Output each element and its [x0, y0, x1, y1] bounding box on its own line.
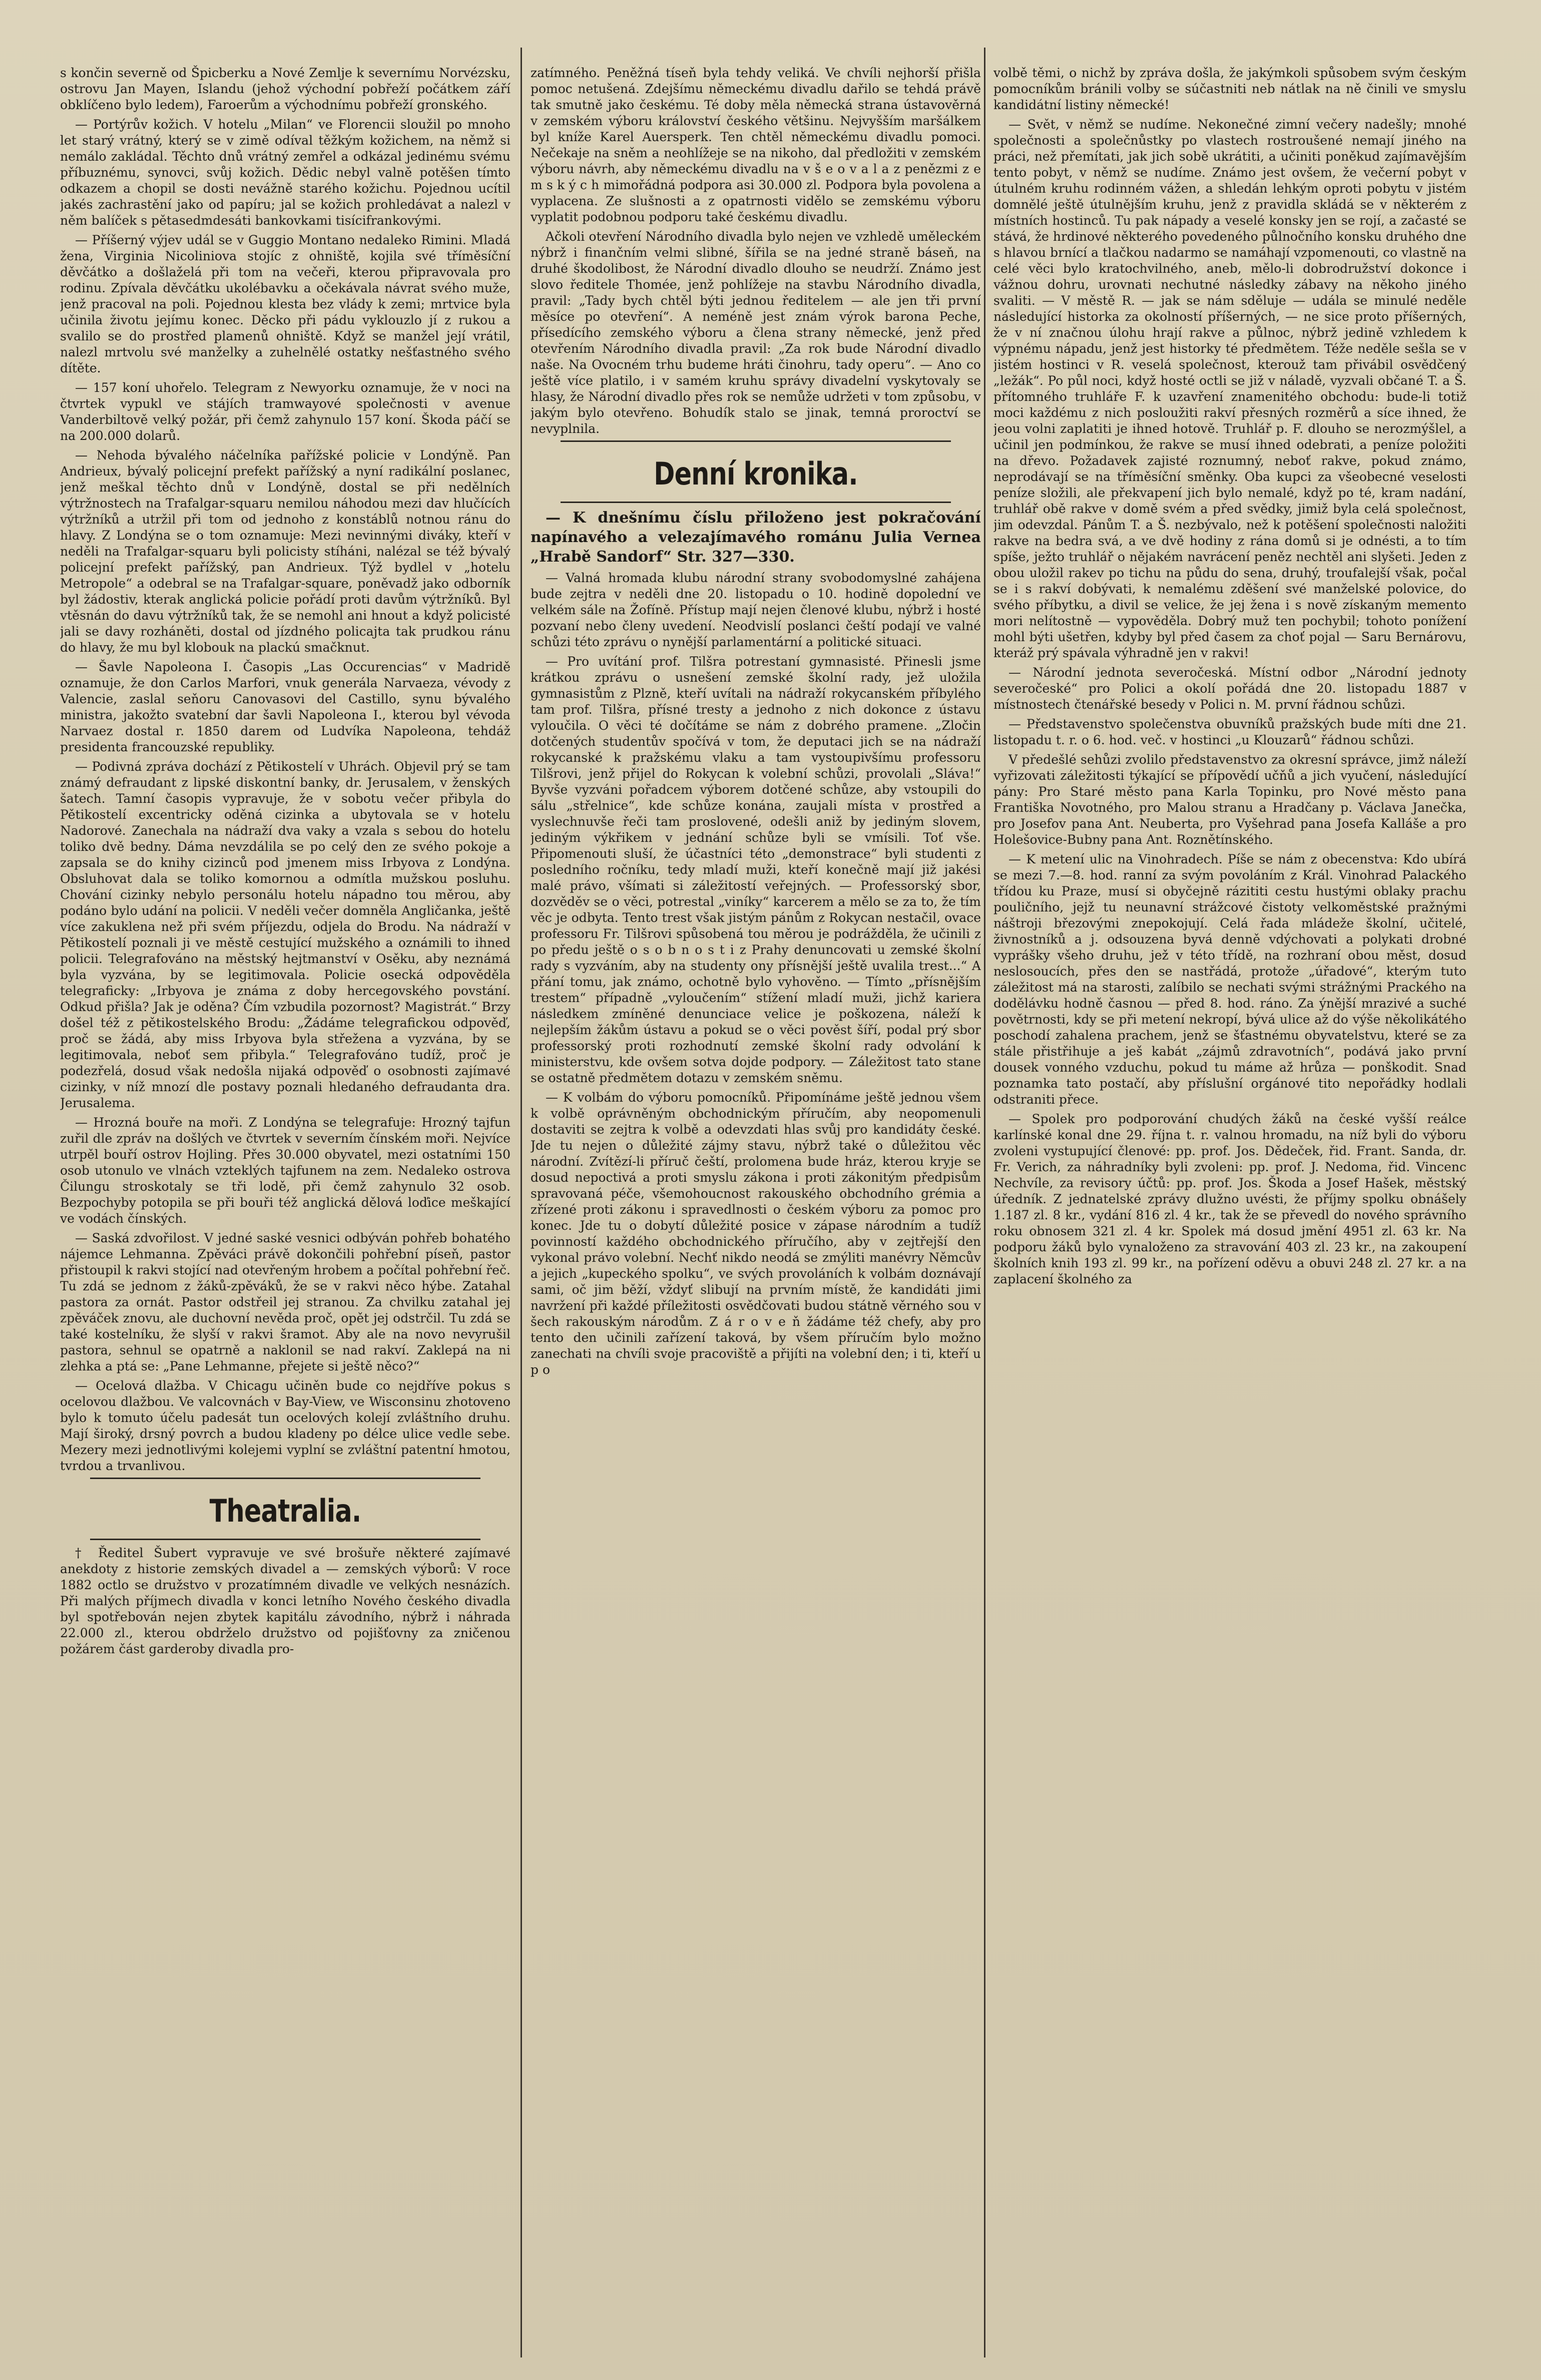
- news-item: — Svět, v němž se nudíme. Nekonečné zimní večery nadešly; mnohé společnosti a společnůstky po vlastech rostroušené nemají jiného na práci, než přemítati, jak jich sobě ukrátiti, a učiniti poněkud zajímavějším tento pobyt, v němž se nudíme. Známo jest ovšem, že večerní pobyt v útulném kruhu rodinném vážen, a shledán lehkým oproti pobytu v jistém domnělé ještě útulnějším kruhu, jenž z pravidla skládá se v některém z místních hostinců. Tu pak nápady a veselé konsky jen se rojí, a začasté se stává, že hrdinové některého povedeného půlnočního konsku druhého dne s hlavou brnící a tlačkou nadarmo se namáhají vzpomenouti, co vlastně na celé věci bylo kratochvilného, aneb, mělo-li dobrodružství dokonce i vážnou dohru, urovnati nechutné následky zábavy na někoho jiného svaliti. — V městě R. — jak se nám sděluje — udála se minulé neděle následující historka za okolností příšerných, — ne sice proto příšerných, že v ní značnou úlohu hrají rakve a půlnoc, nýbrž jedině vzhledem k výpnému nápadu, jenž jest historky té předmětem. Téže neděle sešla se v jistém hostinci v R. veselá společnost, kterouž tam přivábil osvědčený „ležák“. Po půl noci, když hosté octli se již v náladě, vyzvali občané T. a Š. přítomného truhláře F. k uzavření znamenitého obchodu: bude-li totiž moci každému z nich posloužiti rakví přesných rozměrů a síce ihned, že jeou volni zaplatiti je ihned hotově. Truhlář p. F. dlouho se nerozmýšlel, a učinil jen podmínkou, že rakve se musí ihned odebrati, a peníze položiti na dřevo. Požadavek zajisté roznumný, neboť rakve, pokud známo, neprodávají se na tříměsíční směnky. Oba kupci za všeobecné veselosti peníze složili, ale překvapení jich bylo nemalé, když po té, kram nadání, truhlář obě rakve v domě svém a před svědky, jimiž byla celá společnost, jim odevzdal. Pánům T. a Š. nezbývalo, než k potěšení společnosti naložiti rakve na bedra svá, a ve dvě hodiny z rána domů si je odnésti, a to tím spíše, ježto truhlář o nějakém navrácení peněz nechtěl ani slyšeti. Jeden z obou uložil rakev po tichu na půdu do sena, druhý, troufalejší však, počal se i s rakví dobývati, k nemalému zděšení své manželské polovice, do svého příbytku, a divil se velice, že jej žena i s nově získaným memento mori nelítostně — vypověděla. Dobrý muž ten pochybil; tohoto ponížení mohl býti ušetřen, kdyby byl před časem za choť pojal — Saru Bernárovu, kteráž prý spávala výhradně jen v rakvi!: [993, 117, 1466, 660]
- news-item: — Podivná zpráva dochází z Pětikostelí v Uhrách. Objevil prý se tam známý defraudant z lipské diskontní banky, dr. Jerusalem, v ženských šatech. Tamní časopis vypravuje, že v sobotu večer přibyla do Pětikostelí excentricky oděná cizinka a ubytovala se v hotelu Nadorové. Zanechala na nádraží dva vaky a vzala s sebou do hotelu toliko dvě bedny. Dáma nevzdálila se po celý den ze svého pokoje a zapsala se do knihy cizinců pod jmenem miss Irbyova z Londýna. Obsluhovat dala se toliko komornou a odmítla mužskou posluhu. Chování cizinky nebylo personálu hotelu nápadno tou měrou, aby podáno bylo udání na policii. V neděli večer domněla Angličanka, ještě více zakuklena než při svém příjezdu, odjela do Brodu. Na nádraží v Pětikostelí poznali ji ve městě cestující mužského a oznámili to ihned policii. Telegrafováno na městský hejtmanství v Osěku, aby neznámá byla vyzvána, by se legitimovala. Policie osecká odpověděla telegraficky: „Irbyova je známa z doby hercegovského povstání. Odkud přišla? Jak je oděna? Čím vzbudila pozornost? Magistrát.“ Brzy došel též z pětikostelského Brodu: „Žádáme telegrafickou odpověď, proč se žádá, aby miss Irbyova byla střežena a vyzvána, by se legitimovala, neboť sem přibyla.“ Telegrafováno tudíž, proč je podezřelá, dosud však nedošla nijaká odpověď o osobnosti zajímavé cizinky, v níž mnozí dle postavy poznali hledaného defraudanta dra. Jerusalema.: [60, 759, 510, 1110]
- section-divider: [561, 502, 951, 503]
- column-divider-2: [984, 48, 985, 2357]
- supplement-notice: — K dnešnímu číslu přiloženo jest pokračování napínavého a velezajímavého románu Julia Vernea „Hrabě Sandorf“ Str. 327—330.: [531, 509, 981, 566]
- news-item: — Příšerný výjev udál se v Guggio Montano nedaleko Rimini. Mladá žena, Virginia Nicoliniova stojíc z ohniště, kojila své tříměsíční děvčátko a došlaželá při tom na večeři, kterou připravovala pro rodinu. Zpívala děvčátku ukolébavku a očekávala návrat svého muže, jenž pracoval na poli. Pojednou klesta bez vlády k zemi; mrtvice byla učinila životu jejímu konec. Děcko při pádu vyklouzlo jí z rukou a svalilo se do prostřed plamenů ohniště. Když se manžel její vrátil, nalezl mrtvolu své manželky a zuhelnělé ostatky nešťastného svého dítěte.: [60, 233, 510, 375]
- news-item: — Šavle Napoleona I. Časopis „Las Occurencias“ v Madridě oznamuje, že don Carlos Marfori, vnuk generála Narvaeza, vévody z Valencie, zaslal seňoru Canovasovi del Castillo, synu bývalého ministra, jakožto svatební dar šavli Napoleona I., kterou byl vévoda Narvaez dostal r. 1850 darem od Ludvíka Napoleona, tehdáž presidenta francouzské republiky.: [60, 660, 510, 754]
- news-item: — Saská zdvořilost. V jedné saské vesnici odbýván pohřeb bohatého nájemce Lehmanna. Zpěváci právě dokončili pohřební píseň, pastor přistoupil k rakvi stojící nad otevřeným hrobem a počítal pohřební řeč. Tu zdá se jednom z žáků-zpěváků, že se v rakvi něco hýbe. Zatahal pastora za ornát. Pastor odstřeil jej stranou. Za chvilku zatahal jej zpěváček znovu, ale duchovní nevěda proč, opět jej odstrčil. Tu zdá se také kostelníku, že slyší v rakvi šramot. Aby ale na novo nevyrušil pastora, sehnul se opatrně a naklonil se nad rakví. Zaklepá na ni zlehka a ptá se: „Pane Lehmanne, přejete si ještě něco?“: [60, 1231, 510, 1373]
- news-item: — Hrozná bouře na moři. Z Londýna se telegrafuje: Hrozný tajfun zuřil dle zpráv na došlých ve čtvrtek v severním čínském moři. Nejvíce utrpěl bouří ostrov Hojling. Přes 30.000 obyvatel, mezi ostatními 150 osob utonulo ve vlnách vzteklých tajfunem na zem. Nedaleko ostrova Čilungu stroskotaly se tři lodě, při čemž zahynulo 32 osob. Bezpochyby potopila se při bouři též anglická dělová loďice meškající ve vodách čínských.: [60, 1115, 510, 1226]
- news-item: V předešlé sehůzi zvolilo představenstvo za okresní správce, jimž náleží vyřizovati záležitosti týkající se přípovědí učňů a jich vyučení, následující pány: Pro Staré město pana Karla Topinku, pro Nové město pana Františka Novotného, pro Malou stranu a Hradčany p. Václava Janečka, pro Josefov pana Ant. Neuberta, pro Vyšehrad pana Josefa Kalláše a pro Holešovice-Bubny pana Ant. Roznětínského.: [993, 752, 1466, 847]
- news-item: — K metení ulic na Vinohradech. Píše se nám z obecenstva: Kdo ubírá se mezi 7.—8. hod. ranní za svým povoláním z Král. Vinohrad Palackého třídou ku Praze, musí si obyčejně rázititi cestu hustými oblaky prachu pouličního, jejž tu neunavní strážcové čistoty velkoměstské pražnými náštroji březovými znepokojují. Celá řada mládeže školní, učitelé, živnostníků a j. odsouzena byvá denně vdýchovati a polykati drobné vyprášky všeho druhu, jež v této třídě, na rozhraní obou měst, dosud neslosoucích, přes den se nastřádá, protože „úřadové“, kterým tuto záležitost má na starosti, zalíbilo se nechati svými strážnými Prackého na dodělávku hodně časnou — před 8. hod. ráno. Za ýnější mrazivé a suché povětrnosti, kdy se při metení nekropí, bývá ulice až do výše několikátého poschodí zahalena prachem, jenž se šťastnému obyvatelstvu, které se za stále přistřihuje a ješ kabát „zájmů zdravotních“, podává jako první dousek vonného vzduchu, pokud tu máme až hrůza — ponškodit. Snad poznamka tato postačí, aby příslušní orgánové tito nepořádky hodlali odstraniti přece.: [993, 852, 1466, 1107]
- news-item: — Představenstvo společenstva obuvníků pražských bude míti dne 21. listopadu t. r. o 6. hod. več. v hostinci „u Klouzarů“ řádnou schůzi.: [993, 717, 1466, 747]
- news-item: Ačkoli otevření Národního divadla bylo nejen ve vzhledě uměleckém nýbrž i finančním velmi slibné, šířila se na jedné straně báseň, na druhé škodolibost, že Národní divadlo dlouho se neudrží. Známo jest slovo ředitele Thomée, jenž pohlížeje na stavbu Národního divadla, pravil: „Tady bych chtěl býti jednou ředitelem — ale jen tři první měsíce po otevření“. A neméně jest znám výrok barona Peche, přísedícího zemského výboru a člena strany německé, jenž před otevřením Národního divadla pravil: „Za rok bude Národní divadlo naše. Na Ovocném trhu budeme hráti činohru, tady operu“. — Ano co ještě více platilo, i v samém kruhu správy divadelní vyskytovaly se hlasy, že Národní divadlo přes rok se nemůže udržeti v tom způsobu, v jakým bylo otevřeno. Bohudík stalo se jinak, temná proroctví se nevyplnila.: [531, 229, 981, 436]
- theatre-continuation: [531, 65, 981, 437]
- news-item: — K volbám do výboru pomocníků. Připomínáme ještě jednou všem k volbě oprávněným obchodnickým příručím, aby neopomenuli dostaviti se zejtra k volbě a odevzdati hlas svůj pro kandidáty české. Jde tu nejen o důležité zájmy stavu, nýbrž také o důležitou věc národní. Zvítězí-li příruč čeští, prolomena bude hráz, kterou kryje se dosud nepoctivá a proti smyslu zákona i proti zákonitým předpisům spravovaná péče, všemohoucnost rakouského obchodního grémia a zřízené proti zákonu i spravedlnosti o českém výboru za pomoc pro konec. Jde tu o dobytí důležité posice v zápase národním a tudíž povinností každého obchodnického příručího, aby v zejtřejší den vykonal právo volební. Nechť nikdo neodá se zmýliti manévry Němcův a jejich „kupeckého spolku“, ve svých provoláních k volbám doznávají sami, oč jim běží, vždyť slibují na prvním místě, že kandidáti jimi navržení při každé příležitosti osvědčovati budou státně věrného sou v šech rakouským národům. Z á r o v e ň žádáme též chefy, aby pro tento den učinili zařízení taková, by všem příručím bylo možno zanechati na chvíli svoje pracoviště a přijíti na volební den; i ti, kteří u p o: [531, 1090, 981, 1377]
- theatre-item: † Ředitel Šubert vypravuje ve své brošuře některé zajímavé anekdoty z historie zemských divadel a — zemských výborů: V roce 1882 octlo se družstvo v prozatímném divadle ve velkých nesnázích. Při malých příjmech divadla v konci letního Nového českého divadla byl spotřebován nejen zbytek kapitálu závodního, nýbrž i náhrada 22.000 zl., kterou obdrželo družstvo od pojišťovny za zničenou požárem část garderoby divadla pro-: [60, 1546, 510, 1657]
- news-item: volbě těmi, o nichž by zpráva došla, že jakýmkoli spůsobem svým českým pomocníkům bránili volby se súčastniti neb nátlak na ně činili ve smyslu kandidátní listiny německé!: [993, 66, 1466, 112]
- news-item: — Národní jednota severočeská. Místní odbor „Národní jednoty severočeské“ pro Polici a okolí pořádá dne 20. listopadu 1887 v místnostech čtenářské besedy v Polici n. M. první řádnou schůzi.: [993, 665, 1466, 712]
- section-title-theatralia: Theatralia.: [209, 1493, 361, 1529]
- news-item: zatímného. Peněžná tíseň byla tehdy veliká. Ve chvíli nejhorší přišla pomoc netušená. Zdejšímu německému divadlu dařilo se tehdá právě tak smutně jako českému. Té doby měla německá strana ústavověrná v zemském výboru království českého většinu. Nejvyšším maršálkem byl kníže Karel Auersperk. Ten chtěl německému divadlu pomoci. Nečekaje na sněm a neohlížeje se na nikoho, dal předložiti v zemském výboru návrh, aby německému divadlu na v š e o v a l a z penězmi z e m s k ý c h mimořádná podpora asi 30.000 zl. Podpora byla povolena a vyplacena. Ze slušnosti a z opatrnosti vidělo se zemskému výboru vyplatit podobnou podporu také českému divadlu.: [531, 66, 981, 224]
- news-item: — Ocelová dlažba. V Chicagu učiněn bude co nejdříve pokus s ocelovou dlažbou. Ve valcovnách v Bay-View, ve Wisconsinu zhotoveno bylo k tomuto účelu padesát tun ocelových kolejí zvláštního druhu. Mají široký, drsný povrch a budou kladeny po délce ulice vedle sebe. Mezery mezi jednotlivými kolejemi vyplní se zvláštní patentní hmotou, tvrdou a trvanlivou.: [60, 1378, 510, 1473]
- section-divider: [90, 1539, 480, 1540]
- section-title-denni-kronika: Denní kronika.: [654, 455, 858, 492]
- column-left: [60, 65, 510, 2360]
- news-item: — Valná hromada klubu národní strany svobodomyslné zahájena bude zejtra v neděli dne 20. listopadu o 10. hodině dopolední ve velkém sále na Žofíně. Přístup mají nejen členové klubu, nýbrž i hosté pozvaní nebo členy uvedení. Neodvislí poslanci čeští podají ve valné schůzi této zprávu o nynější parlamentární a politické situaci.: [531, 571, 981, 650]
- section-divider: [561, 440, 951, 442]
- news-items-left: [60, 65, 510, 1474]
- news-item: — Nehoda bývalého náčelníka pařížské policie v Londýně. Pan Andrieux, bývalý policejní prefekt pařížský a nyní radikální poslanec, jenž meškal těchto dnů v Londýně, dostal se při nedělních výtržnostech na Trafalgar-squaru nemilou náhodou mezi dav hlučících výtržníků a utržil při tom od jednoho z konstáblů notnou ránu do hlavy. Z Londýna se o tom oznamuje: Mezi nevinnými diváky, kteří v neděli na Trafalgar-squaru byli policisty stíháni, nalézal se též bývalý policejní prefekt pařížský, pan Andrieux. Týž bydlel v „hotelu Metropole“ a odebral se na Trafalgar-square, poněvadž jako odborník byl žádostiv, kterak anglická policie pořádí proti davům výtržníků. Byl vtěsnán do davu výtržníků tak, že se nemohl ani hnout a když policisté jali se davy rozháněti, dostal od jízdného policajta tak prudkou ránu do hlavy, že mu byl klobouk na plackú smačknut.: [60, 448, 510, 655]
- news-item: — Pro uvítání prof. Tilšra potrestaní gymnasisté. Přinesli jsme krátkou zprávu o usnešení zemské školní rady, jež uložila gymnasistům z Plzně, kteří uvítali na nádraží rokycanském příbylého tam prof. Tilšra, přísné tresty a jednoho z nich dokonce z ústavu vyloučila. O věci té dočítáme se nám z dobrého pramene. „Zločin dotčených studentův spočívá v tom, že deputaci jich se na nádraží rokycanské k pražskému vlaku a tam vystoupivšímu professoru Tilšrovi, jenž přijel do Rokycan k volební schůzi, provolali „Sláva!“ Byvše vyzváni pořadcem výborem dotčené schůze, aby vstoupili do sálu „střelnice“, kde schůze konána, zaujali místa v prostřed a vyslechnuvše řeči tam proslovené, odešli aniž by jediným slovem, jediným výkřikem v jednání schůze byli se vmísili. Toť vše. Připomenouti sluší, že účastníci této „demonstrace“ byli studenti z posledního ročníku, tedy mladí muži, kteří konečně mají již jakési malé právo, všímati si záležitostí veřejných. — Professorský sbor, dozvěděv se o věci, potrestal „viníky“ karcerem a mělo se za to, že tím věc je odbyta. Tento trest však jistým pánům z Rokycan nestačil, ovace professoru Fr. Tilšrovi spůsobená tou měrou je podrážděla, že učinili z po předu ještě o s o b n o s t i z Prahy denuncovati u zemské školní rady s vyzváním, aby na studenty ony přísnější ještě uvalila trest...“ A přání tomu, jak známo, ochotně bylo vyhověno. — Tímto „přísnějším trestem“ případně „vyloučením“ stížení mladí muži, jichž kariera následkem zmíněné denunciace velice je poškozena, náleží k nejlepším žákům ústavu a pokud se o věci pověst šíří, podal prý sbor professorský proti rozhodnutí zemské školní rady odvolání k ministerstvu, kde ovšem sotva dojde podpory. — Záležitost tato stane se ostatně předmětem dotazu v zemském sněmu.: [531, 654, 981, 1086]
- news-item: — Portýrův kožich. V hotelu „Milan“ ve Florencii sloužil po mnoho let starý vrátný, který se v zimě odíval těžkým kožichem, na němž si nemálo zakládal. Těchto dnů vrátný zemřel a odkázal jedinému svému příbuznému, synovci, svůj kožich. Dědic nebyl valně potěšen tímto odkazem a chopil se dosti nevážně starého kožichu. Pojednou ucítil jakés zachrastění jako od papíru; jal se kožich prohledávat a nalezl v něm balíček s pětasedmdesáti bankovkami tisícifrankovými.: [60, 117, 510, 228]
- news-item: — Spolek pro podporování chudých žáků na české vyšší reálce karlínské konal dne 29. října t. r. valnou hromadu, na níž byli do výboru zvoleni vystupující členové: pp. prof. Jos. Dědeček, řid. Frant. Sanda, dr. Fr. Verich, za náhradníky byli zvoleni: pp. prof. J. Nedoma, řid. Vincenc Nechvíle, za revisory účtů: pp. prof. Jos. Škoda a Josef Hašek, městský úředník. Z jednatelské zprávy dlužno uvésti, že příjmy spolku obnášely 1.187 zl. 8 kr., vydání 816 zl. 4 kr., tak že se převedl do nového správního roku obnosem 321 zl. 4 kr. Spolek má dosud jmění 4951 zl. 63 kr. Na podporu žáků bylo vynaloženo za stravování 403 zl. 23 kr., na zakoupení školních knih 193 zl. 99 kr., na pořízení oděvu a obuvi 248 zl. 27 kr. a na zaplacení školného za: [993, 1112, 1466, 1286]
- news-items-middle: [531, 570, 981, 1378]
- column-middle: [531, 65, 981, 2360]
- news-item: s končin severně od Špicberku a Nové Zemlje k severnímu Norvézsku, ostrovu Jan Mayen, Islandu (jehož východní pobřeží počátkem září obklíčeno bylo ledem), Faroerům a východnímu pobřeží gronského.: [60, 66, 510, 112]
- section-divider: [90, 1478, 480, 1479]
- column-right: [993, 65, 1466, 2360]
- news-item: — 157 koní uhořelo. Telegram z Newyorku oznamuje, že v noci na čtvrtek vypukl ve stájích tramwayové společnosti v avenue Vanderbiltově velký požár, při čemž zahynulo 157 koní. Škoda páčí se na 200.000 dolarů.: [60, 380, 510, 443]
- column-divider-1: [521, 48, 522, 2357]
- news-items-right: [993, 65, 1466, 1287]
